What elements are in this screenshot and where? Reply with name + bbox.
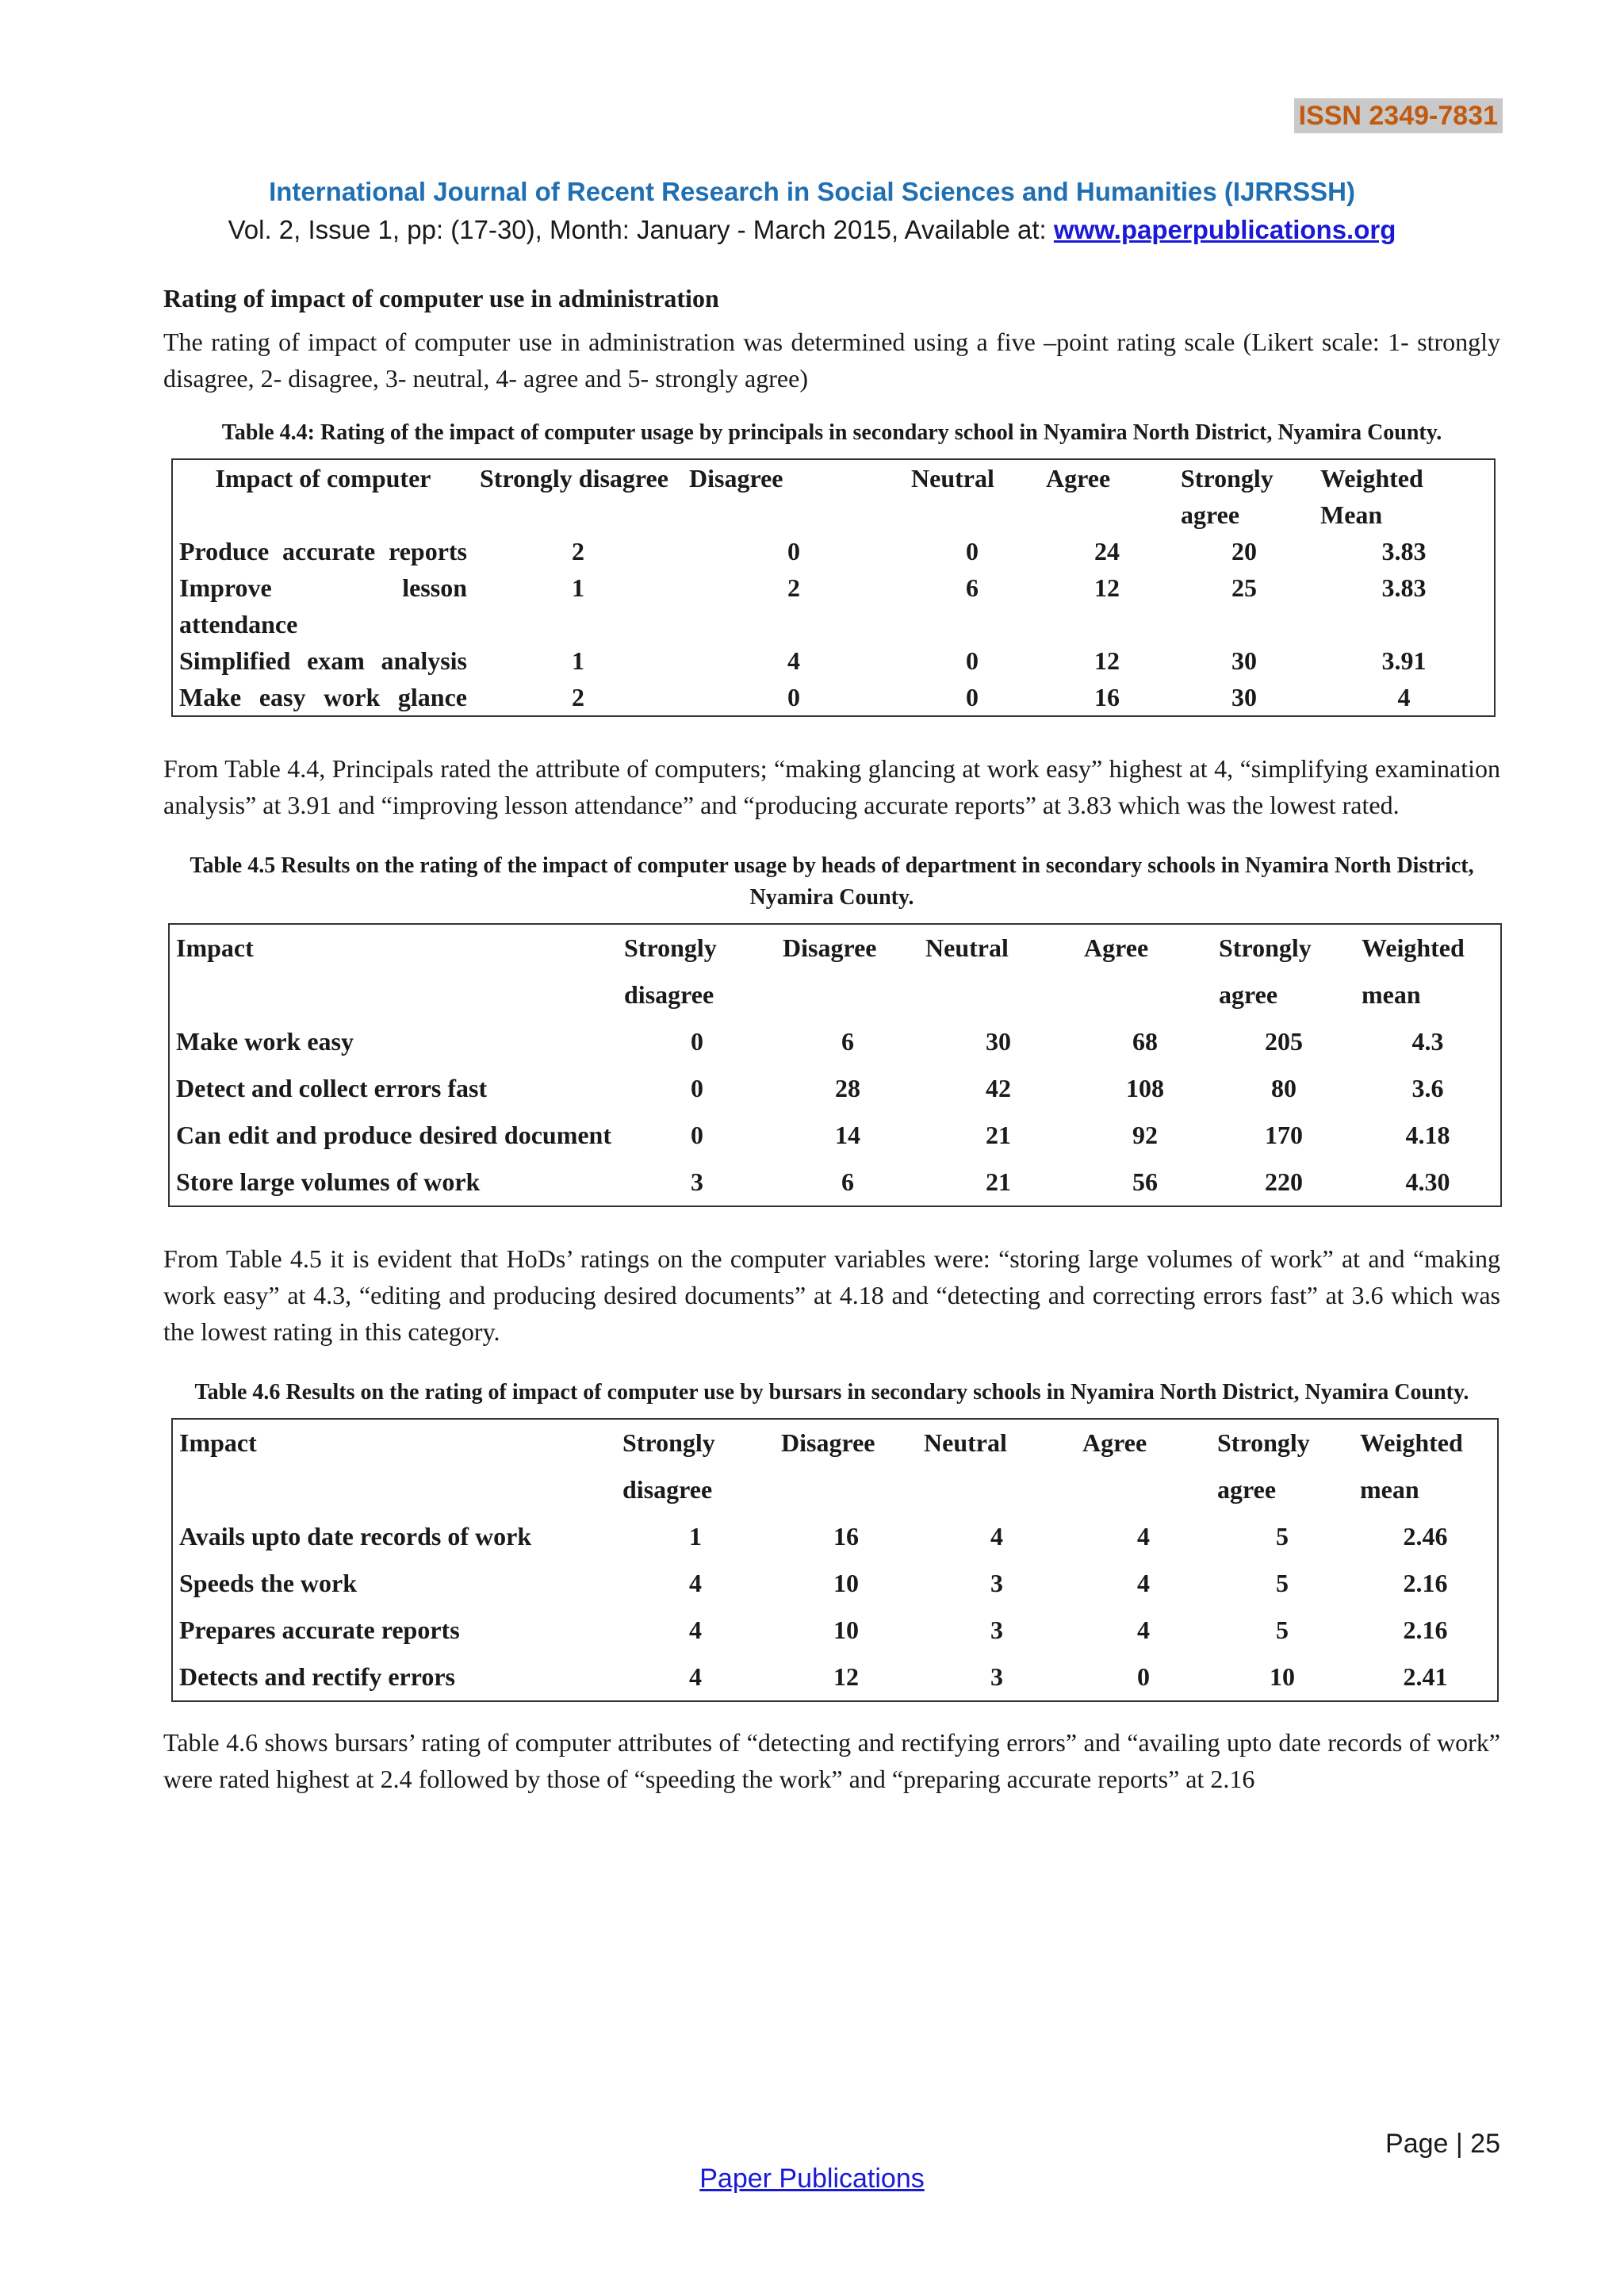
row-label: Simplified exam analysis (179, 646, 467, 675)
table44-col-a: Agree (1046, 464, 1111, 493)
cell: 0 (691, 1074, 703, 1102)
cell: 10 (833, 1569, 859, 1597)
row-label: Detects and rectify errors (179, 1662, 455, 1691)
cell: 14 (835, 1121, 860, 1149)
section-heading: Rating of impact of computer use in administration (163, 284, 719, 312)
volume-line (0, 211, 1624, 249)
cell: 30 (1231, 646, 1257, 675)
cell: 6 (966, 573, 979, 602)
table45-col-d: Disagree (783, 933, 877, 962)
cell: 2.41 (1403, 1662, 1448, 1691)
table-row (172, 1654, 1498, 1701)
cell: 4 (787, 646, 800, 675)
table-row (172, 533, 1495, 569)
table46-caption: Table 4.6 Results on the rating of impact of computer use by bursars in secondary schools in Nyamira North District, Nyamira County. (194, 1380, 1469, 1405)
cell: 205 (1265, 1027, 1303, 1056)
cell: 56 (1132, 1167, 1158, 1196)
paragraph-table44: From Table 4.4, Principals rated the attribute of computers; “making glancing at work easy” highest at 4, “simplifying examination analysis” at 3.91 and “improving lesson attendance” and “producing accurate reports” at 3.83 which was the lowest rated. (163, 754, 1500, 819)
cell: 3 (990, 1569, 1003, 1597)
row-label: Avails upto date records of work (179, 1522, 532, 1550)
cell: 0 (966, 537, 979, 565)
row-label: Improve lesson attendance (179, 573, 467, 638)
cell: 0 (966, 646, 979, 675)
table44-caption: Table 4.4: Rating of the impact of computer usage by principals in secondary school in Nyamira North District, Nyamira County. (221, 420, 1442, 445)
cell: 28 (835, 1074, 860, 1102)
cell: 3 (691, 1167, 703, 1196)
issn-badge: ISSN 2349-7831 (1294, 98, 1503, 133)
cell: 0 (691, 1121, 703, 1149)
table-row (172, 1513, 1498, 1560)
cell: 220 (1265, 1167, 1303, 1196)
cell: 5 (1276, 1569, 1289, 1597)
table44-col-n: Neutral (911, 464, 994, 493)
cell: 0 (787, 537, 800, 565)
cell: 24 (1094, 537, 1120, 565)
publisher-link[interactable]: Paper Publications (699, 2164, 925, 2194)
cell: 1 (572, 646, 584, 675)
table45-col-sa: Strongly agree (1219, 933, 1312, 1009)
cell: 16 (833, 1522, 859, 1550)
cell: 2.16 (1403, 1569, 1448, 1597)
table45-header-row (169, 924, 1501, 1018)
cell: 0 (966, 683, 979, 711)
table-row (172, 569, 1495, 642)
cell: 5 (1276, 1616, 1289, 1644)
cell: 21 (986, 1167, 1011, 1196)
table46 (171, 1418, 1499, 1702)
table45-col-sd: Strongly disagree (624, 933, 717, 1009)
website-link[interactable]: www.paperpublications.org (1053, 215, 1396, 244)
row-label: Prepares accurate reports (179, 1616, 460, 1644)
table44-col-impact: Impact of computer (215, 464, 431, 493)
row-label: Speeds the work (179, 1569, 358, 1597)
cell: 1 (689, 1522, 702, 1550)
cell: 25 (1231, 573, 1257, 602)
cell: 4 (689, 1569, 702, 1597)
cell: 3.91 (1381, 646, 1427, 675)
cell: 21 (986, 1121, 1011, 1149)
cell: 1 (572, 573, 584, 602)
table-row (169, 1159, 1501, 1206)
cell: 108 (1126, 1074, 1164, 1102)
page-content (163, 281, 1500, 1797)
table44-header-row (172, 459, 1495, 533)
row-label: Produce accurate reports (179, 537, 467, 565)
cell: 3 (990, 1616, 1003, 1644)
cell: 0 (691, 1027, 703, 1056)
cell: 2 (787, 573, 800, 602)
cell: 42 (986, 1074, 1011, 1102)
cell: 4.18 (1405, 1121, 1450, 1149)
cell: 2.46 (1403, 1522, 1448, 1550)
cell: 16 (1094, 683, 1120, 711)
cell: 2 (572, 537, 584, 565)
cell: 4 (1397, 683, 1411, 711)
cell: 12 (1094, 573, 1120, 602)
journal-header (0, 173, 1624, 249)
cell: 3.6 (1411, 1074, 1444, 1102)
table-row (172, 642, 1495, 679)
paragraph-table45: From Table 4.5 it is evident that HoDs’ ratings on the computer variables were: “storing large volumes of work” at and “making work easy” at 4.3, “editing and producing desired documents” at 4.18 and “detecting and correcting errors fast” at 3.6 which was the lowest rating in this category. (163, 1244, 1500, 1346)
table44-col-sa: Strongly agree (1181, 464, 1274, 529)
cell: 4 (990, 1522, 1003, 1550)
paragraph-table46: Table 4.6 shows bursars’ rating of computer attributes of “detecting and rectifying errors” and “availing upto date records of work” were rated highest at 2.4 followed by those of “speeding the work” and “preparing accurate reports” at 2.16 (163, 1728, 1500, 1793)
cell: 4.3 (1411, 1027, 1444, 1056)
cell: 10 (1270, 1662, 1295, 1691)
table46-col-sd: Strongly disagree (622, 1428, 715, 1504)
row-label: Make work easy (176, 1027, 354, 1056)
cell: 3 (990, 1662, 1003, 1691)
table46-col-a: Agree (1082, 1428, 1147, 1457)
cell: 12 (833, 1662, 859, 1691)
cell: 4 (689, 1662, 702, 1691)
cell: 3.83 (1381, 573, 1427, 602)
cell: 10 (833, 1616, 859, 1644)
table45 (168, 923, 1502, 1207)
table46-col-d: Disagree (781, 1428, 875, 1457)
table46-col-sa: Strongly agree (1217, 1428, 1310, 1504)
table-row (172, 1607, 1498, 1654)
cell: 5 (1276, 1522, 1289, 1550)
table45-col-a: Agree (1084, 933, 1149, 962)
cell: 6 (841, 1167, 854, 1196)
table-row (172, 679, 1495, 716)
cell: 0 (787, 683, 800, 711)
table46-col-wm: Weighted mean (1360, 1428, 1463, 1504)
row-label: Store large volumes of work (176, 1167, 481, 1196)
section-intro: The rating of impact of computer use in administration was determined using a five –point rating scale (Likert scale: 1- strongly disagree, 2- disagree, 3- neutral, 4- agree and 5- strongly agree) (163, 328, 1500, 393)
cell: 12 (1094, 646, 1120, 675)
table44-col-wm: Weighted Mean (1320, 464, 1423, 529)
table46-col-impact: Impact (179, 1428, 257, 1457)
table-row (172, 1560, 1498, 1607)
table46-header-row (172, 1419, 1498, 1513)
row-label: Can edit and produce desired document (176, 1121, 611, 1149)
cell: 3.83 (1381, 537, 1427, 565)
table44 (171, 458, 1496, 717)
table-row (169, 1065, 1501, 1112)
table45-col-impact: Impact (176, 933, 254, 962)
cell: 4 (689, 1616, 702, 1644)
volume-text: Vol. 2, Issue 1, pp: (17-30), Month: January - March 2015, Available at: (228, 215, 1054, 244)
cell: 30 (986, 1027, 1011, 1056)
table45-caption: Table 4.5 Results on the rating of the impact of computer usage by heads of department in secondary schools in Nyamira North District, Nyamira County. (190, 853, 1474, 910)
row-label: Make easy work glance (179, 683, 467, 711)
table44-col-sd: Strongly disagree (480, 464, 668, 493)
cell: 20 (1231, 537, 1257, 565)
cell: 0 (1137, 1662, 1150, 1691)
page-number: Page | 25 (1385, 2129, 1500, 2159)
table-row (169, 1018, 1501, 1065)
cell: 170 (1265, 1121, 1303, 1149)
cell: 4 (1137, 1522, 1150, 1550)
cell: 4 (1137, 1616, 1150, 1644)
cell: 2.16 (1403, 1616, 1448, 1644)
cell: 30 (1231, 683, 1257, 711)
table45-col-wm: Weighted mean (1362, 933, 1465, 1009)
table45-col-n: Neutral (925, 933, 1009, 962)
row-label: Detect and collect errors fast (176, 1074, 488, 1102)
cell: 80 (1271, 1074, 1297, 1102)
cell: 6 (841, 1027, 854, 1056)
cell: 4.30 (1405, 1167, 1450, 1196)
table-row (169, 1112, 1501, 1159)
journal-title: International Journal of Recent Research in Social Sciences and Humanities (IJRRSSH) (269, 177, 1355, 206)
cell: 4 (1137, 1569, 1150, 1597)
cell: 68 (1132, 1027, 1158, 1056)
table46-col-n: Neutral (924, 1428, 1007, 1457)
table44-col-d: Disagree (689, 464, 783, 493)
cell: 2 (572, 683, 584, 711)
cell: 92 (1132, 1121, 1158, 1149)
